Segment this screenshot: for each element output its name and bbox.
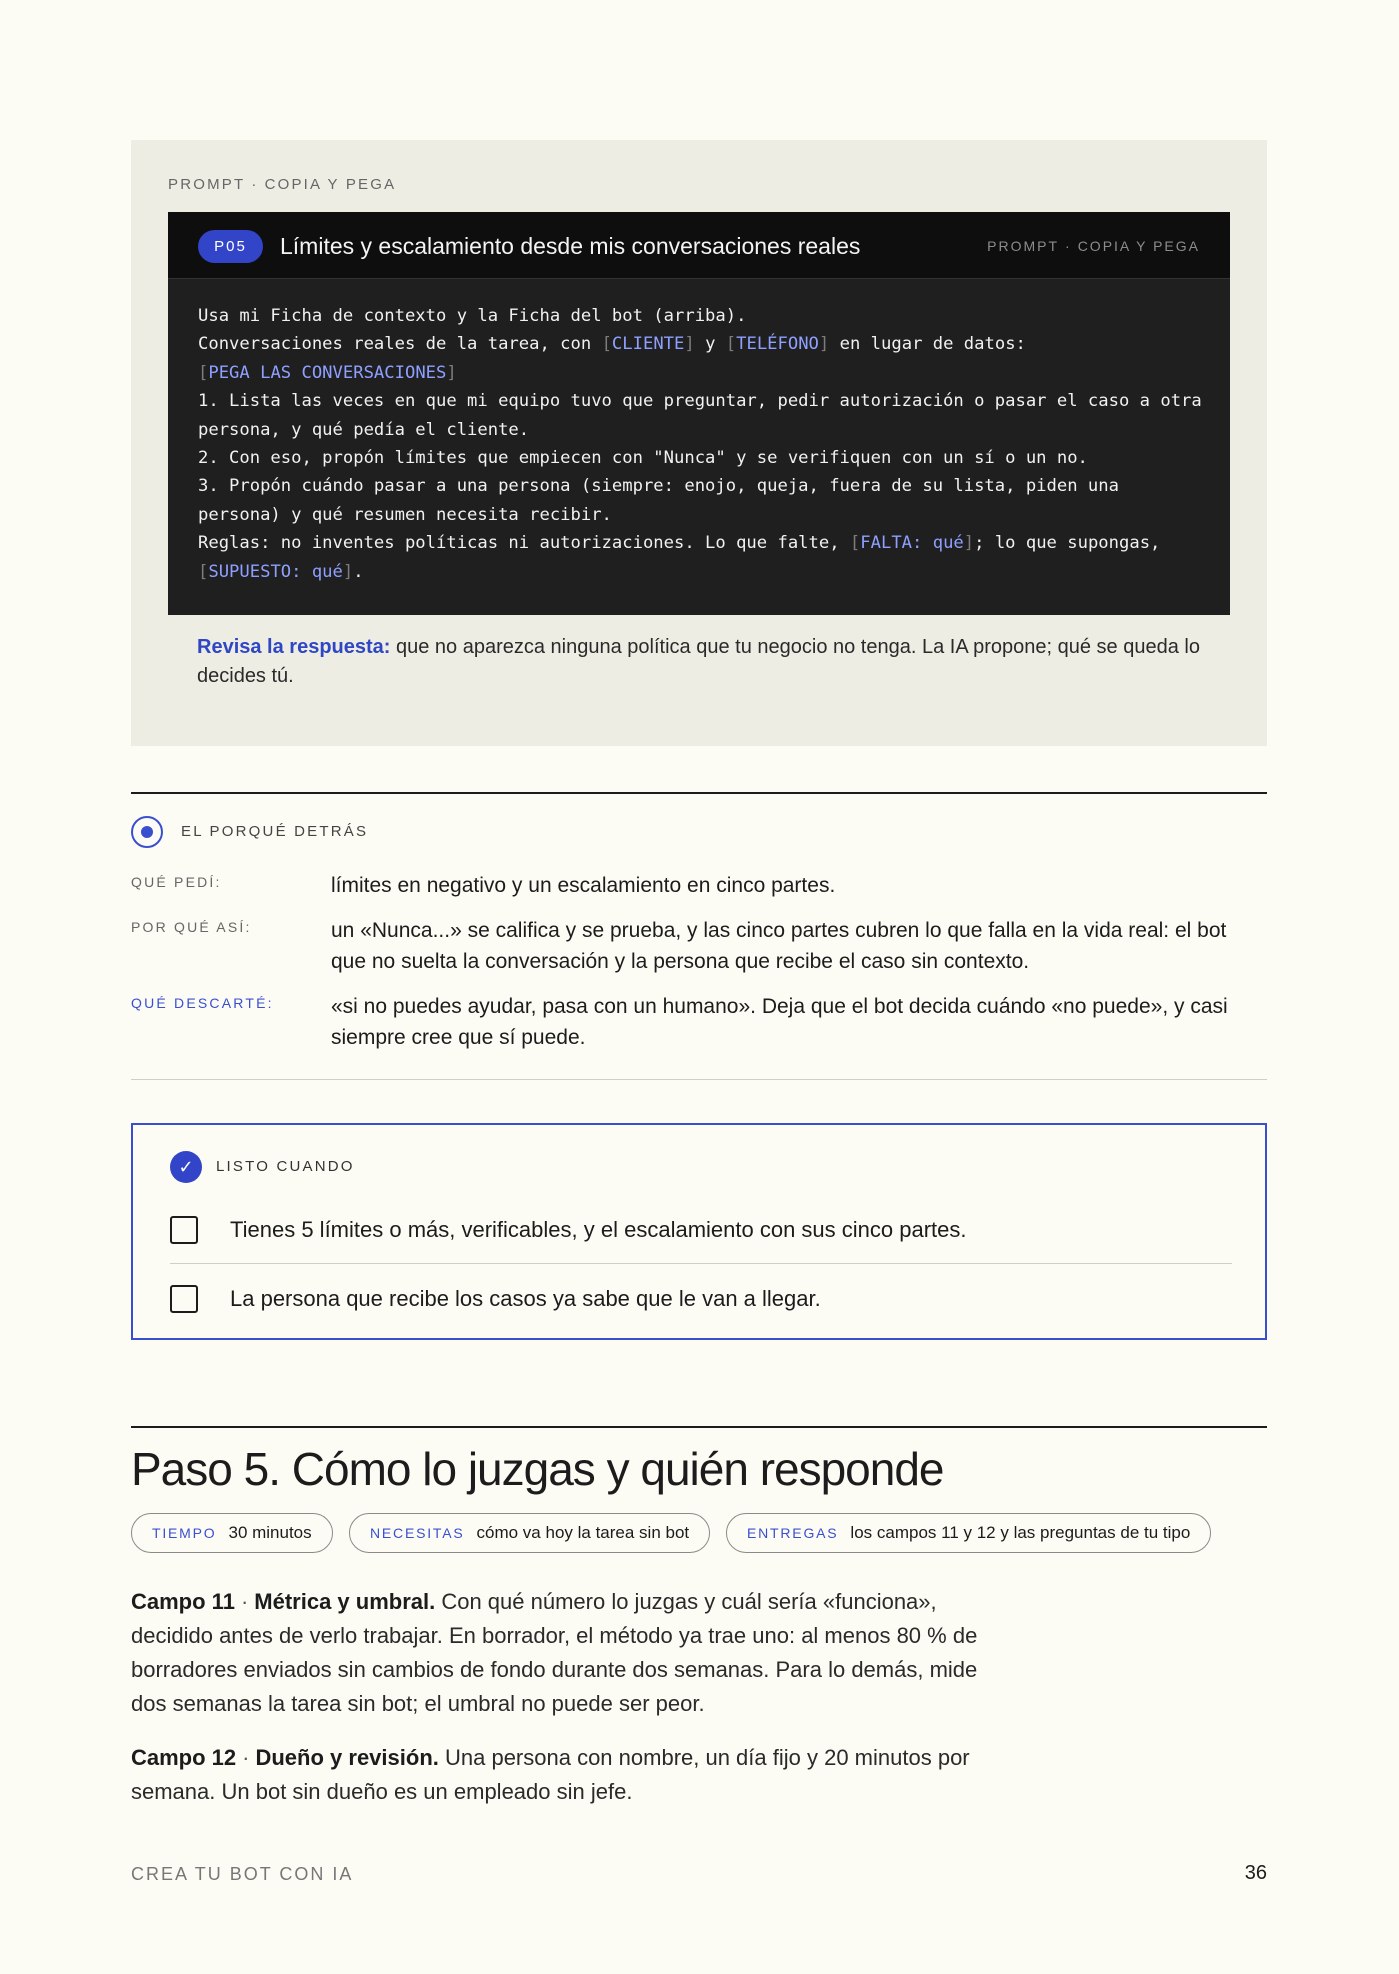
page-number: 36 bbox=[1244, 1862, 1267, 1884]
done-eyebrow: LISTO CUANDO bbox=[216, 1158, 355, 1175]
task-divider bbox=[170, 1263, 1232, 1264]
why-bottom-divider bbox=[131, 1079, 1267, 1080]
why-eyebrow: EL PORQUÉ DETRÁS bbox=[181, 823, 369, 840]
chip-entregas: ENTREGAS los campos 11 y 12 y las preguntas de tu tipo bbox=[726, 1513, 1211, 1553]
checkbox[interactable] bbox=[170, 1216, 198, 1244]
footer-title: CREA TU BOT CON IA bbox=[131, 1864, 354, 1884]
review-note: Revisa la respuesta: que no aparezca ninguna política que tu negocio no tenga. La IA propone; qué se queda lo decides tú. bbox=[197, 636, 1200, 687]
paragraph-campo-11: Campo 11 · Métrica y umbral. Con qué número lo juzgas y cuál sería «funciona», decidido antes de verlo trabajar. En borrador, el método ya trae uno: al menos 80 % de borradores enviados sin cambios de fondo durante dos semanas. Para lo demás, mide dos semanas la tarea sin bot; el umbral no puede ser peor. bbox=[131, 1589, 978, 1716]
target-icon bbox=[131, 816, 163, 848]
placeholder-telefono: TELÉFONO bbox=[736, 334, 819, 355]
task-item[interactable]: Tienes 5 límites o más, verificables, y el escalamiento con sus cinco partes. bbox=[170, 1206, 1232, 1258]
task-item[interactable]: La persona que recibe los casos ya sabe que le van a llegar. bbox=[170, 1275, 1232, 1327]
step-title: Paso 5. Cómo lo juzgas y quién responde bbox=[131, 1443, 944, 1495]
chip-tiempo: TIEMPO 30 minutos bbox=[131, 1513, 333, 1553]
copy-tag[interactable]: PROMPT · COPIA Y PEGA bbox=[987, 238, 1200, 254]
checkbox[interactable] bbox=[170, 1285, 198, 1313]
code-header bbox=[168, 212, 1230, 279]
done-box bbox=[131, 1123, 1267, 1340]
check-circle-icon: ✓ bbox=[170, 1151, 202, 1183]
prompt-eyebrow: PROMPT · COPIA Y PEGA bbox=[168, 176, 397, 193]
code-block[interactable] bbox=[168, 212, 1230, 615]
placeholder-supuesto: SUPUESTO: qué bbox=[208, 561, 343, 582]
prompt-id-badge: P05 bbox=[198, 230, 263, 263]
prompt-title: Límites y escalamiento desde mis conversaciones reales bbox=[280, 233, 861, 259]
paragraph-campo-12: Campo 12 · Dueño y revisión. Una persona con nombre, un día fijo y 20 minutos por semana. Un bot sin dueño es un empleado sin jefe. bbox=[131, 1745, 970, 1804]
prompt-box bbox=[131, 140, 1267, 746]
prompt-code: Usa mi Ficha de contexto y la Ficha del bot (arriba). Conversaciones reales de la tarea, con [CLIENTE] y [TELÉFONO] en lugar de datos: [PEGA LAS CONVERSACIONES] 1. Lista las veces en que mi equipo tuvo que preguntar, pedir autorización o pasar el caso a otra persona, y qué pedía el cliente. 2. Con eso, propón límites que empiecen con "Nunca" y se verifiquen con un sí o un no. 3. Propón cuándo pasar a una persona (siempre: enojo, queja, fuera de su lista, piden una persona) y qué resumen necesita recibir. Reglas: no inventes políticas ni autorizaciones. Lo que falte, [FALTA: qué]; lo que supongas, [SUPUESTO: qué]. bbox=[198, 306, 1213, 582]
placeholder-conversaciones: PEGA LAS CONVERSACIONES bbox=[208, 362, 447, 383]
placeholder-falta: FALTA: qué bbox=[860, 533, 964, 554]
section-divider bbox=[131, 792, 1267, 794]
placeholder-cliente: CLIENTE bbox=[611, 334, 685, 355]
chip-necesitas: NECESITAS cómo va hoy la tarea sin bot bbox=[349, 1513, 710, 1553]
page: PROMPT · COPIA Y PEGA P05 Límites y escalamiento desde mis conversaciones reales PROMPT · COPIA Y PEGA Usa mi Ficha de contexto y la Ficha del bot (arriba). Conversaciones reales de la tarea, con [CLIENTE] y [TELÉFONO] en lugar de datos: [PEGA LAS CONVERSACIONES] 1. Lista las veces en que mi equipo tuvo que preguntar, pedir autorización o pasar el caso a otra persona, y qué pedía el cliente. 2. Con eso, propón límites que empiecen con "Nunca" y se verifiquen con un sí o un no. 3. Propón cuándo pasar a una persona (siempre: enojo, queja, fuera de su lista, piden una persona) y qué resumen necesita recibir. Reglas: no inventes políticas ni autorizaciones. Lo que falte, [FALTA: qué]; lo que supongas, [SUPUESTO: qué]. Revisa la respuesta: que no aparezca ninguna política que tu negocio no tenga. La IA propone; qué se queda lo decides tú. EL PORQUÉ DETRÁS QUÉ PEDÍ: límites en negativo y un escalamiento en cinco partes. POR QUÉ ASÍ: un «Nunca...» se califica y se prueba, y las cinco partes cubren lo que falla en la vida real: el bot que no suelta la conversación y la persona que recibe el caso sin contexto. QUÉ DESCARTÉ: «si no puedes ayudar, pasa con un humano». Deja que el bot decida cuándo «no puede», y casi siempre cree que sí puede. ✓ LISTO CUANDO Tienes 5 límites o más, verificables, y el escalamiento con sus cinco partes. La persona que recibe los casos ya sabe que le van a llegar. Paso 5. Cómo lo juzgas y quién responde TIEMPO 30 minutos NECESITAS cómo va hoy la tarea sin bot ENTREGAS los campos 11 y 12 y las preguntas de tu tipo Campo 11 · Métrica y umbral. Con qué número lo juzgas y cuál sería «funciona», decidido antes de verlo trabajar. En borrador, el método ya trae uno: al menos 80 % de borradores enviados sin cambios de fondo durante dos semanas. Para lo demás, mide dos semanas la tarea sin bot; el umbral no puede ser peor. Campo 12 · Dueño y revisión. Una persona con nombre, un día fijo y 20 minutos por semana. Un bot sin dueño es un empleado sin jefe. CREA TU BOT CON IA 36 bbox=[131, 0, 1267, 1974]
step-divider bbox=[131, 1426, 1267, 1428]
